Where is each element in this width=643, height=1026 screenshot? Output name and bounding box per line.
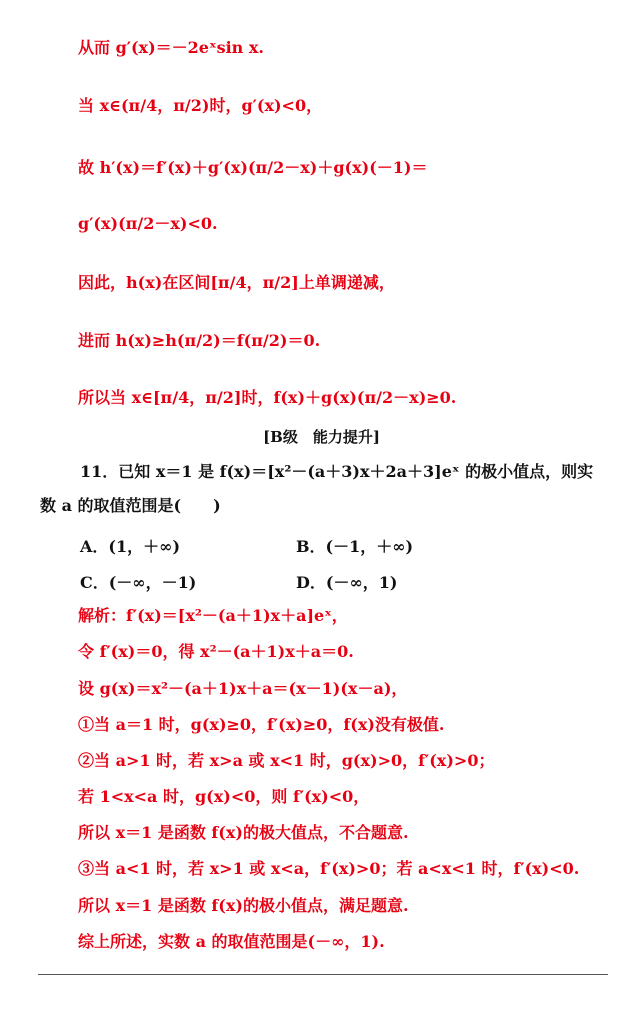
- analysis-line: 解析：f′(x)＝[x²－(a＋1)x＋a]eˣ，: [78, 606, 348, 625]
- solution-line: 因此，h(x)在区间[π/4，π/2]上单调递减，: [78, 273, 395, 292]
- analysis-line: 令 f′(x)＝0，得 x²－(a＋1)x＋a＝0.: [78, 642, 354, 661]
- analysis-line: 综上所述，实数 a 的取值范围是(－∞，1).: [78, 932, 385, 951]
- solution-line: 故 h′(x)＝f′(x)＋g′(x)(π/2－x)＋g(x)(－1)＝: [78, 158, 428, 177]
- analysis-line: 设 g(x)＝x²－(a＋1)x＋a＝(x－1)(x－a)，: [78, 679, 408, 698]
- analysis-line: ①当 a＝1 时，g(x)≥0，f′(x)≥0，f(x)没有极值.: [78, 715, 445, 734]
- option-b: B．(－1，＋∞): [296, 537, 414, 556]
- analysis-line: ②当 a>1 时，若 x>a 或 x<1 时，g(x)>0，f′(x)>0；: [78, 751, 495, 770]
- question-line: 数 a 的取值范围是( ): [40, 496, 221, 515]
- option-d: D．(－∞，1): [296, 573, 398, 592]
- footer-divider: [38, 974, 608, 975]
- solution-line: 从而 g′(x)＝－2eˣsin x.: [78, 38, 264, 57]
- question-line: 11．已知 x＝1 是 f(x)＝[x²－(a＋3)x＋2a＋3]eˣ 的极小值点，则实: [80, 462, 594, 481]
- solution-line: 当 x∈(π/4，π/2)时，g′(x)<0，: [78, 96, 323, 115]
- option-c: C．(－∞，－1): [80, 573, 197, 592]
- section-header: [B级 能力提升]: [263, 428, 380, 446]
- option-a: A．(1，＋∞): [80, 537, 181, 556]
- analysis-line: 所以 x＝1 是函数 f(x)的极大值点，不合题意.: [78, 823, 409, 842]
- solution-line: 所以当 x∈[π/4，π/2]时，f(x)＋g(x)(π/2－x)≥0.: [78, 388, 457, 407]
- analysis-line: 所以 x＝1 是函数 f(x)的极小值点，满足题意.: [78, 896, 409, 915]
- analysis-line: ③当 a<1 时，若 x>1 或 x<a，f′(x)>0；若 a<x<1 时，f′(x)<0.: [78, 859, 580, 878]
- analysis-line: 若 1<x<a 时，g(x)<0，则 f′(x)<0，: [78, 787, 370, 806]
- solution-line: 进而 h(x)≥h(π/2)＝f(π/2)＝0.: [78, 331, 321, 350]
- solution-line: g′(x)(π/2－x)<0.: [78, 214, 218, 233]
